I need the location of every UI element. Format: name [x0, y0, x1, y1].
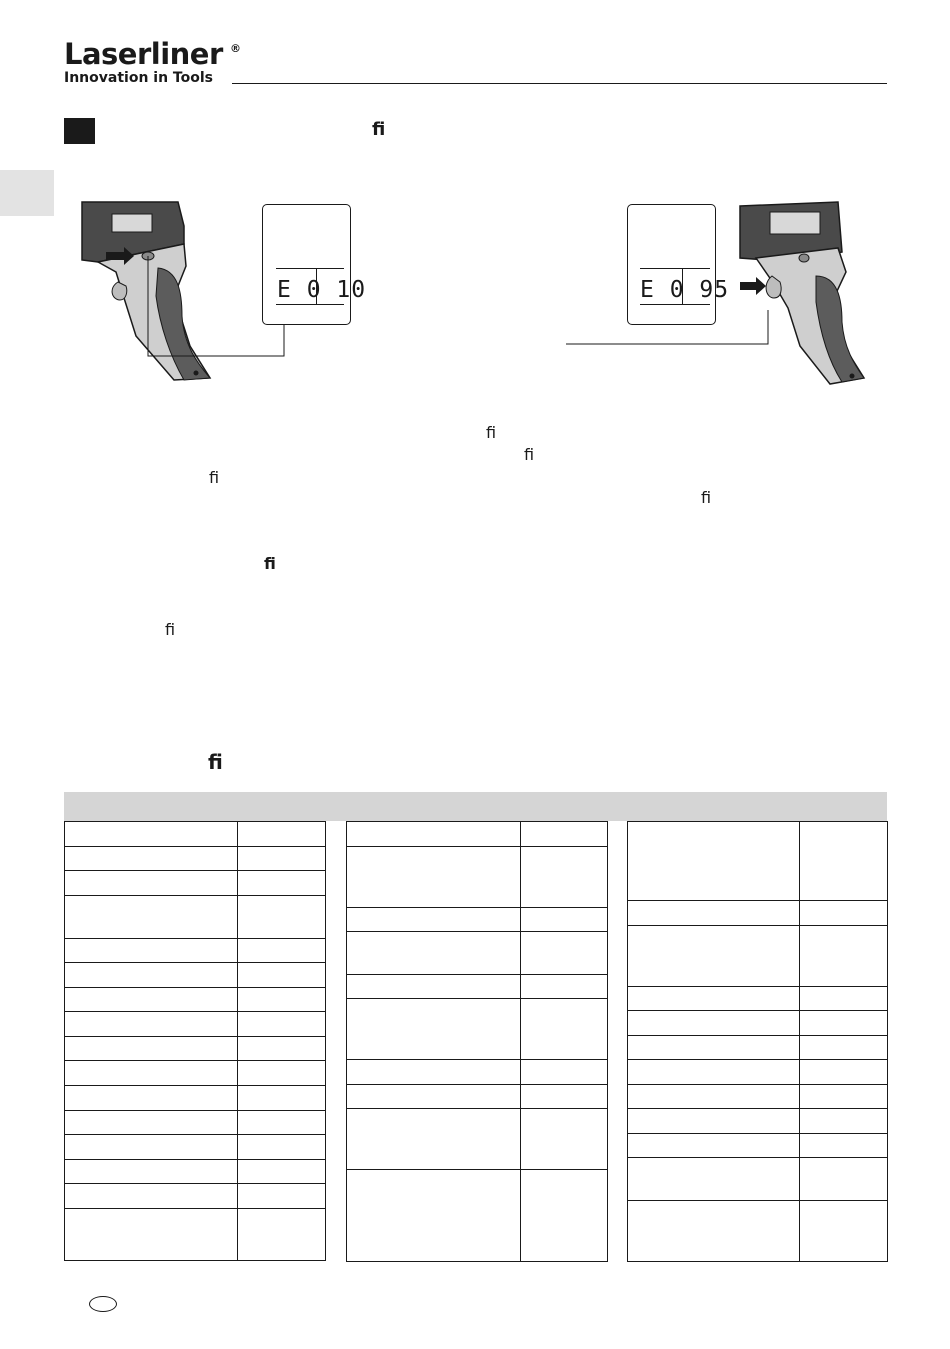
table-cell [65, 871, 238, 896]
table-middle [346, 821, 608, 1262]
table-cell [521, 999, 608, 1060]
table-cell [347, 1170, 521, 1262]
table-cell [65, 1160, 238, 1184]
right-device-illustration [560, 196, 880, 388]
table-cell [521, 908, 608, 932]
table-cell [800, 1134, 888, 1158]
table-header-bar [64, 792, 887, 821]
left-display-line-bottom [276, 304, 344, 305]
table-cell [238, 939, 326, 963]
table-cell [628, 926, 800, 987]
table-cell [628, 1036, 800, 1060]
table-cell [238, 871, 326, 896]
table-cell [347, 1109, 521, 1170]
table-cell [238, 1209, 326, 1261]
table-cell [800, 1201, 888, 1262]
table-cell [800, 1011, 888, 1036]
table-cell [347, 847, 521, 908]
table-cell [238, 822, 326, 847]
table-cell [65, 963, 238, 988]
registered-mark: ® [230, 42, 241, 55]
brand-tagline: Innovation in Tools [64, 70, 213, 86]
table-cell [347, 1060, 521, 1085]
table-cell [521, 1085, 608, 1109]
table-cell [628, 1060, 800, 1085]
table-cell [347, 822, 521, 847]
table-cell [65, 988, 238, 1012]
table-cell [65, 1184, 238, 1209]
header-rule [232, 83, 887, 84]
table-cell [800, 926, 888, 987]
table-cell [65, 822, 238, 847]
text-fragment-5: fi [264, 554, 276, 573]
section-heading: fi [372, 119, 386, 140]
table-cell [347, 1085, 521, 1109]
table-cell [65, 1209, 238, 1261]
left-display-panel [262, 204, 351, 325]
table-cell [521, 1109, 608, 1170]
table-cell [521, 975, 608, 999]
table-cell [65, 1037, 238, 1061]
table-cell [238, 1061, 326, 1086]
table-cell [238, 988, 326, 1012]
text-fragment-3: fi [209, 468, 220, 487]
table-cell [521, 1170, 608, 1262]
table-cell [628, 1158, 800, 1201]
table-cell [800, 1158, 888, 1201]
text-fragment-1: fi [486, 423, 497, 442]
text-fragment-4: fi [701, 488, 712, 507]
table-cell [800, 1085, 888, 1109]
language-badge-oval [89, 1296, 117, 1312]
table-cell [628, 987, 800, 1011]
table-cell [628, 1134, 800, 1158]
table-cell [800, 1060, 888, 1085]
table-cell [628, 901, 800, 926]
table-cell [238, 1037, 326, 1061]
table-heading-fragment: fi [208, 750, 223, 774]
text-fragment-6: fi [165, 620, 176, 639]
table-cell [238, 847, 326, 871]
table-cell [800, 822, 888, 901]
table-cell [628, 1085, 800, 1109]
table-cell [347, 975, 521, 999]
right-display-code: E 0 95 [640, 277, 730, 303]
table-cell [238, 1012, 326, 1037]
table-cell [800, 901, 888, 926]
table-cell [238, 1111, 326, 1135]
table-right [627, 821, 888, 1262]
brand-logo: Laserliner [64, 37, 223, 71]
table-cell [65, 1111, 238, 1135]
table-cell [65, 1086, 238, 1111]
table-cell [521, 1060, 608, 1085]
table-cell [628, 1109, 800, 1134]
table-cell [800, 987, 888, 1011]
table-cell [65, 847, 238, 871]
table-cell [238, 1086, 326, 1111]
table-cell [521, 822, 608, 847]
table-cell [65, 1012, 238, 1037]
table-cell [238, 896, 326, 939]
left-display-line-top [276, 268, 344, 269]
table-cell [347, 932, 521, 975]
table-cell [65, 896, 238, 939]
table-cell [65, 1135, 238, 1160]
table-cell [628, 822, 800, 901]
table-cell [800, 1036, 888, 1060]
left-display-code: E 0 10 [277, 277, 367, 303]
table-cell [238, 1160, 326, 1184]
language-side-tab [0, 170, 54, 216]
text-fragment-2: fi [524, 445, 535, 464]
table-cell [65, 939, 238, 963]
table-cell [347, 999, 521, 1060]
table-left [64, 821, 326, 1261]
table-cell [628, 1011, 800, 1036]
table-cell [628, 1201, 800, 1262]
table-cell [800, 1109, 888, 1134]
section-marker [64, 118, 95, 144]
table-cell [65, 1061, 238, 1086]
table-cell [521, 847, 608, 908]
table-cell [521, 932, 608, 975]
table-cell [238, 1135, 326, 1160]
table-cell [238, 963, 326, 988]
table-cell [347, 908, 521, 932]
table-cell [238, 1184, 326, 1209]
